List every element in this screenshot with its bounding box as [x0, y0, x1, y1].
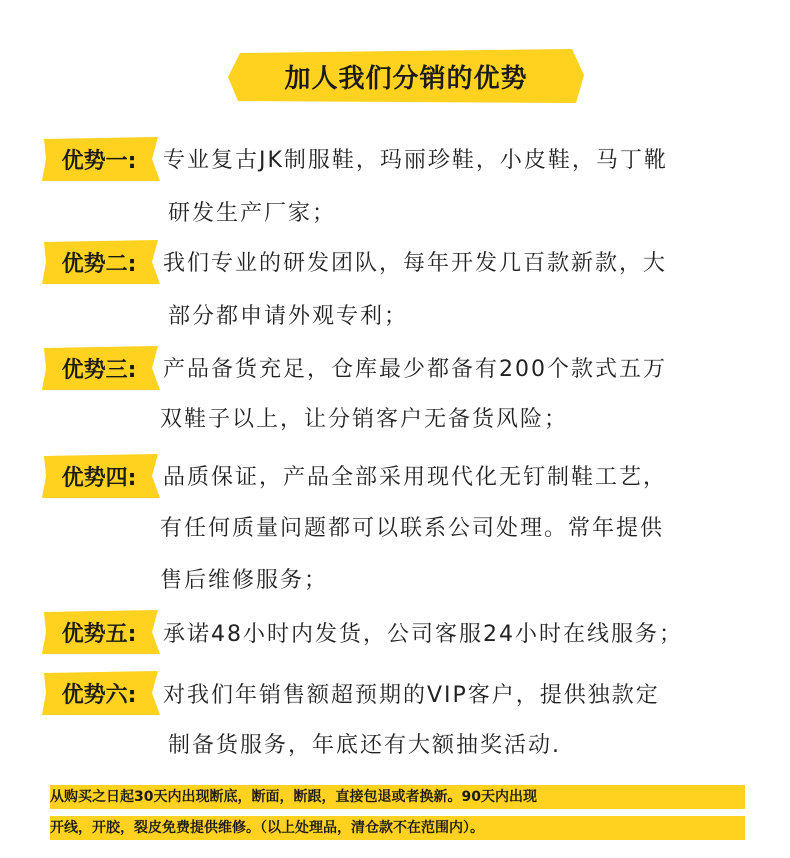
advantage-text-line: 售后维修服务； — [160, 568, 329, 593]
warranty-note-line-1 — [50, 785, 745, 809]
advantage-text-line: 有任何质量问题都可以联系公司处理。常年提供 — [160, 516, 665, 541]
advantage-label-box — [40, 669, 162, 717]
advantage-text-line: 品质保证，产品全部采用现代化无钉制鞋工艺， — [163, 465, 668, 490]
advantage-label: 优势一: — [61, 148, 137, 174]
advantage-text-line: 专业复古JK制服鞋，玛丽珍鞋，小皮鞋，马丁靴 — [163, 148, 668, 173]
warranty-note-text: 开线，开胶，裂皮免费提供维修。（以上处理品，清仓款不在范围内）。 — [50, 820, 484, 836]
advantage-label: 优势五: — [61, 621, 137, 647]
advantage-label-box — [40, 608, 162, 656]
advantage-text-line: 双鞋子以上，让分销客户无备货风险； — [160, 407, 569, 432]
warranty-note-text: 从购买之日起30天内出现断底，断面，断跟，直接包退或者换新。90天内出现 — [50, 789, 537, 805]
warranty-note-line-2 — [50, 816, 745, 840]
advantage-label-box — [40, 135, 162, 183]
advantage-text-line: 部分都申请外观专利； — [168, 304, 409, 329]
advantage-text-line: 制备货服务，年底还有大额抽奖活动. — [168, 733, 561, 758]
advantage-label: 优势四: — [61, 465, 137, 491]
page-title: 加人我们分销的优势 — [284, 63, 528, 94]
advantage-label-box — [40, 344, 162, 392]
advantage-text-line: 产品备货充足，仓库最少都备有200个款式五万 — [163, 357, 667, 382]
advantage-text-line: 承诺48小时内发货，公司客服24小时在线服务； — [163, 622, 683, 647]
title-banner — [226, 47, 586, 105]
advantage-label-box — [40, 238, 162, 286]
advantage-text-line: 对我们年销售额超预期的VIP客户，提供独款定 — [163, 683, 660, 708]
advantage-label: 优势六: — [61, 682, 137, 708]
advantage-label: 优势二: — [61, 251, 137, 277]
advantage-text-line: 我们专业的研发团队，每年开发几百款新款，大 — [163, 251, 668, 276]
advantage-label-box — [40, 452, 162, 500]
advantage-text-line: 研发生产厂家； — [168, 201, 337, 226]
advantage-label: 优势三: — [61, 357, 137, 383]
